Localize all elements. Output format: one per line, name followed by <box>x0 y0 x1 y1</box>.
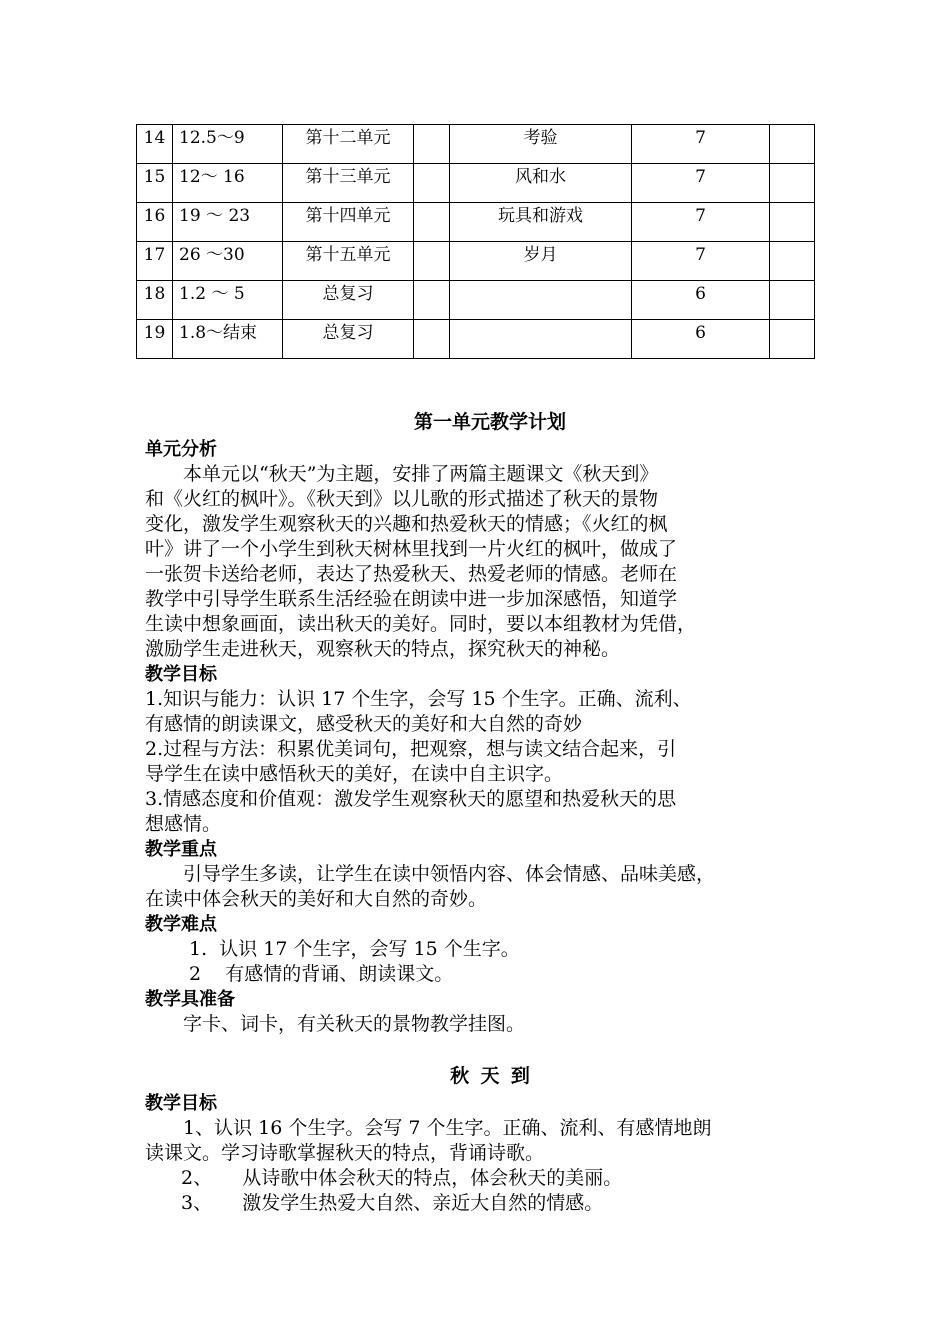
table-row <box>137 203 815 242</box>
topic-cell <box>450 320 632 359</box>
dates-cell: 19 ～ 23 <box>173 203 283 242</box>
week-cell: 19 <box>137 320 173 359</box>
empty-cell <box>414 320 450 359</box>
unit-cell: 第十三单元 <box>283 164 414 203</box>
hours-cell: 7 <box>632 125 770 164</box>
empty-cell <box>414 125 450 164</box>
lesson-goal-line: 3、 激发学生热爱大自然、亲近大自然的情感。 <box>181 1192 604 1214</box>
difficulty-heading: 教学难点 <box>145 914 217 935</box>
topic-cell: 考验 <box>450 125 632 164</box>
table-row <box>137 125 815 164</box>
hours-cell: 6 <box>632 281 770 320</box>
week-cell: 16 <box>137 203 173 242</box>
table-row <box>137 164 815 203</box>
prep-line: 字卡、词卡，有关秋天的景物教学挂图。 <box>183 1013 526 1035</box>
dates-cell: 12.5～9 <box>173 125 283 164</box>
goal-line: 想感情。 <box>145 813 222 835</box>
note-cell <box>770 125 815 164</box>
analysis-line: 激励学生走进秋天，观察秋天的特点，探究秋天的神秘。 <box>145 638 621 660</box>
empty-cell <box>414 164 450 203</box>
empty-cell <box>414 281 450 320</box>
dates-cell: 1.8～结束 <box>173 320 283 359</box>
lesson-goal-line: 读课文。学习诗歌掌握秋天的特点，背诵诗歌。 <box>145 1142 545 1164</box>
section-gap <box>145 1037 835 1061</box>
document-body <box>145 405 835 1216</box>
note-cell <box>770 320 815 359</box>
topic-cell <box>450 281 632 320</box>
focus-line: 引导学生多读，让学生在读中领悟内容、体会情感、品味美感， <box>183 863 716 885</box>
note-cell <box>770 242 815 281</box>
goal-line: 2.过程与方法：积累优美词句，把观察，想与读文结合起来，引 <box>145 738 677 760</box>
topic-cell: 玩具和游戏 <box>450 203 632 242</box>
note-cell <box>770 203 815 242</box>
hours-cell: 6 <box>632 320 770 359</box>
dates-cell: 12～ 16 <box>173 164 283 203</box>
difficulty-line: 1. 认识 17 个生字，会写 15 个生字。 <box>189 938 520 960</box>
table-row <box>137 281 815 320</box>
unit-plan-title: 第一单元教学计划 <box>413 411 566 433</box>
goal-line: 导学生在读中感悟秋天的美好，在读中自主识字。 <box>145 763 564 785</box>
note-cell <box>770 281 815 320</box>
unit-cell: 第十四单元 <box>283 203 414 242</box>
unit-cell: 总复习 <box>283 320 414 359</box>
empty-cell <box>414 242 450 281</box>
week-cell: 15 <box>137 164 173 203</box>
dates-cell: 26 ～30 <box>173 242 283 281</box>
goals-heading: 教学目标 <box>145 664 217 685</box>
note-cell <box>770 164 815 203</box>
dates-cell: 1.2 ～ 5 <box>173 281 283 320</box>
analysis-heading: 单元分析 <box>145 439 217 460</box>
week-cell: 18 <box>137 281 173 320</box>
lesson-goal-line: 2、 从诗歌中体会秋天的特点，体会秋天的美丽。 <box>181 1167 623 1189</box>
focus-heading: 教学重点 <box>145 839 217 860</box>
hours-cell: 7 <box>632 203 770 242</box>
lesson-goal-line: 1、认识 16 个生字。会写 7 个生字。正确、流利、有感情地朗 <box>183 1117 712 1139</box>
lesson-goals-heading: 教学目标 <box>145 1093 217 1114</box>
difficulty-line: 2 有感情的背诵、朗读课文。 <box>189 963 454 985</box>
week-cell: 14 <box>137 125 173 164</box>
goal-line: 1.知识与能力：认识 17 个生字，会写 15 个生字。正确、流利、 <box>145 688 692 710</box>
analysis-line: 叶》讲了一个小学生到秋天树林里找到一片火红的枫叶，做成了 <box>145 538 678 560</box>
unit-cell: 第十二单元 <box>283 125 414 164</box>
empty-cell <box>414 203 450 242</box>
topic-cell: 岁月 <box>450 242 632 281</box>
table-row <box>137 320 815 359</box>
focus-line: 在读中体会秋天的美好和大自然的奇妙。 <box>145 888 488 910</box>
analysis-line: 生读中想象画面，读出秋天的美好。同时，要以本组教材为凭借， <box>145 613 697 635</box>
schedule-table <box>136 124 815 359</box>
goal-line: 有感情的朗读课文，感受秋天的美好和大自然的奇妙 <box>145 713 583 735</box>
topic-cell: 风和水 <box>450 164 632 203</box>
analysis-line: 本单元以“秋天”为主题，安排了两篇主题课文《秋天到》 <box>183 463 659 485</box>
unit-cell: 第十五单元 <box>283 242 414 281</box>
lesson-title: 秋天到 <box>450 1065 542 1087</box>
prep-heading: 教学具准备 <box>145 989 235 1010</box>
hours-cell: 7 <box>632 164 770 203</box>
goal-line: 3.情感态度和价值观：激发学生观察秋天的愿望和热爱秋天的思 <box>145 788 677 810</box>
analysis-line: 教学中引导学生联系生活经验在朗读中进一步加深感悟，知道学 <box>145 588 678 610</box>
analysis-line: 和《火红的枫叶》。《秋天到》以儿歌的形式描述了秋天的景物 <box>145 488 659 510</box>
week-cell: 17 <box>137 242 173 281</box>
analysis-line: 变化，激发学生观察秋天的兴趣和热爱秋天的情感；《火红的枫 <box>145 513 668 535</box>
table-row <box>137 242 815 281</box>
unit-cell: 总复习 <box>283 281 414 320</box>
analysis-line: 一张贺卡送给老师，表达了热爱秋天、热爱老师的情感。老师在 <box>145 563 678 585</box>
hours-cell: 7 <box>632 242 770 281</box>
